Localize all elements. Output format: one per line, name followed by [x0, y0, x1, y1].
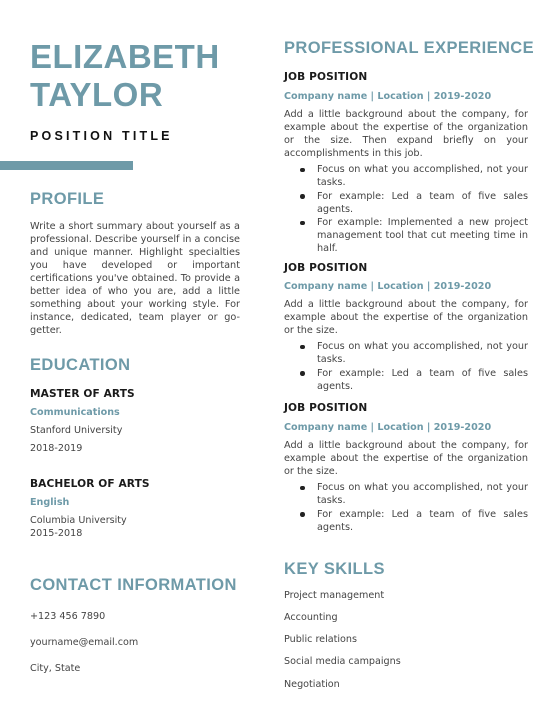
job-company: Company name | Location | 2019-2020 [284, 91, 492, 102]
skill-item: Public relations [284, 634, 357, 645]
education-years: 2015-2018 [30, 528, 83, 539]
job-description: Add a little background about the company, for example about the expertise of the organization or the size. [284, 440, 528, 477]
education-school: Stanford University [30, 425, 123, 436]
education-degree: MASTER OF ARTS [30, 388, 135, 400]
contact-email: yourname@email.com [30, 637, 139, 648]
bullet-icon [300, 168, 305, 173]
skill-item: Project management [284, 590, 385, 601]
job-company: Company name | Location | 2019-2020 [284, 281, 492, 292]
profile-summary: Write a short summary about yourself as a professional. Describe yourself in a concise and unique manner. Highlight specialties you have developed or important certifications you've obtained. To provide a better idea of who you are, add a little something about your working style. For instance, dedicated, team player or go-getter. [30, 221, 240, 336]
bullet-icon [300, 345, 305, 350]
list-item: For example: Implemented a new project management tool that cut meeting time in half. [284, 216, 528, 255]
education-school: Columbia University [30, 515, 127, 526]
bullet-icon [300, 221, 305, 226]
list-item: Focus on what you accomplished, not your tasks. [284, 481, 528, 507]
job-description: Add a little background about the company, for example about the expertise of the organization or the size. [284, 299, 528, 336]
last-name: TAYLOR [30, 76, 164, 113]
job-title: JOB POSITION [284, 71, 368, 83]
list-item: Focus on what you accomplished, not your tasks. [284, 340, 528, 366]
education-degree: BACHELOR OF ARTS [30, 478, 150, 490]
skill-item: Negotiation [284, 679, 340, 690]
list-item: Focus on what you accomplished, not your tasks. [284, 163, 528, 189]
bullet-icon [300, 512, 305, 517]
job-title: JOB POSITION [284, 402, 368, 414]
position-title: POSITION TITLE [30, 129, 173, 143]
skill-item: Social media campaigns [284, 656, 401, 667]
job-bullets [284, 481, 528, 534]
job-title: JOB POSITION [284, 262, 368, 274]
contact-location: City, State [30, 663, 81, 674]
list-item: For example: Led a team of five sales agents. [284, 508, 528, 534]
first-name: ELIZABETH [30, 38, 220, 75]
skill-item: Accounting [284, 612, 338, 623]
job-company: Company name | Location | 2019-2020 [284, 422, 492, 433]
list-item: For example: Led a team of five sales agents. [284, 190, 528, 216]
experience-heading: PROFESSIONAL EXPERIENCE [284, 39, 535, 57]
bullet-icon [300, 194, 305, 199]
education-field: Communications [30, 407, 120, 418]
bullet-icon [300, 486, 305, 491]
education-years: 2018-2019 [30, 443, 83, 454]
education-heading: EDUCATION [30, 356, 131, 374]
profile-heading: PROFILE [30, 190, 105, 208]
accent-bar [0, 161, 133, 170]
education-field: English [30, 497, 70, 508]
job-description: Add a little background about the company, for example about the expertise of the organization or the size. Then expand briefly on your accomplishments in this job. [284, 109, 528, 159]
contact-phone: +123 456 7890 [30, 611, 106, 622]
skills-heading: KEY SKILLS [284, 560, 385, 578]
job-bullets [284, 163, 528, 256]
list-item: For example: Led a team of five sales agents. [284, 367, 528, 393]
job-bullets [284, 340, 528, 393]
bullet-icon [300, 371, 305, 376]
contact-heading: CONTACT INFORMATION [30, 576, 237, 594]
